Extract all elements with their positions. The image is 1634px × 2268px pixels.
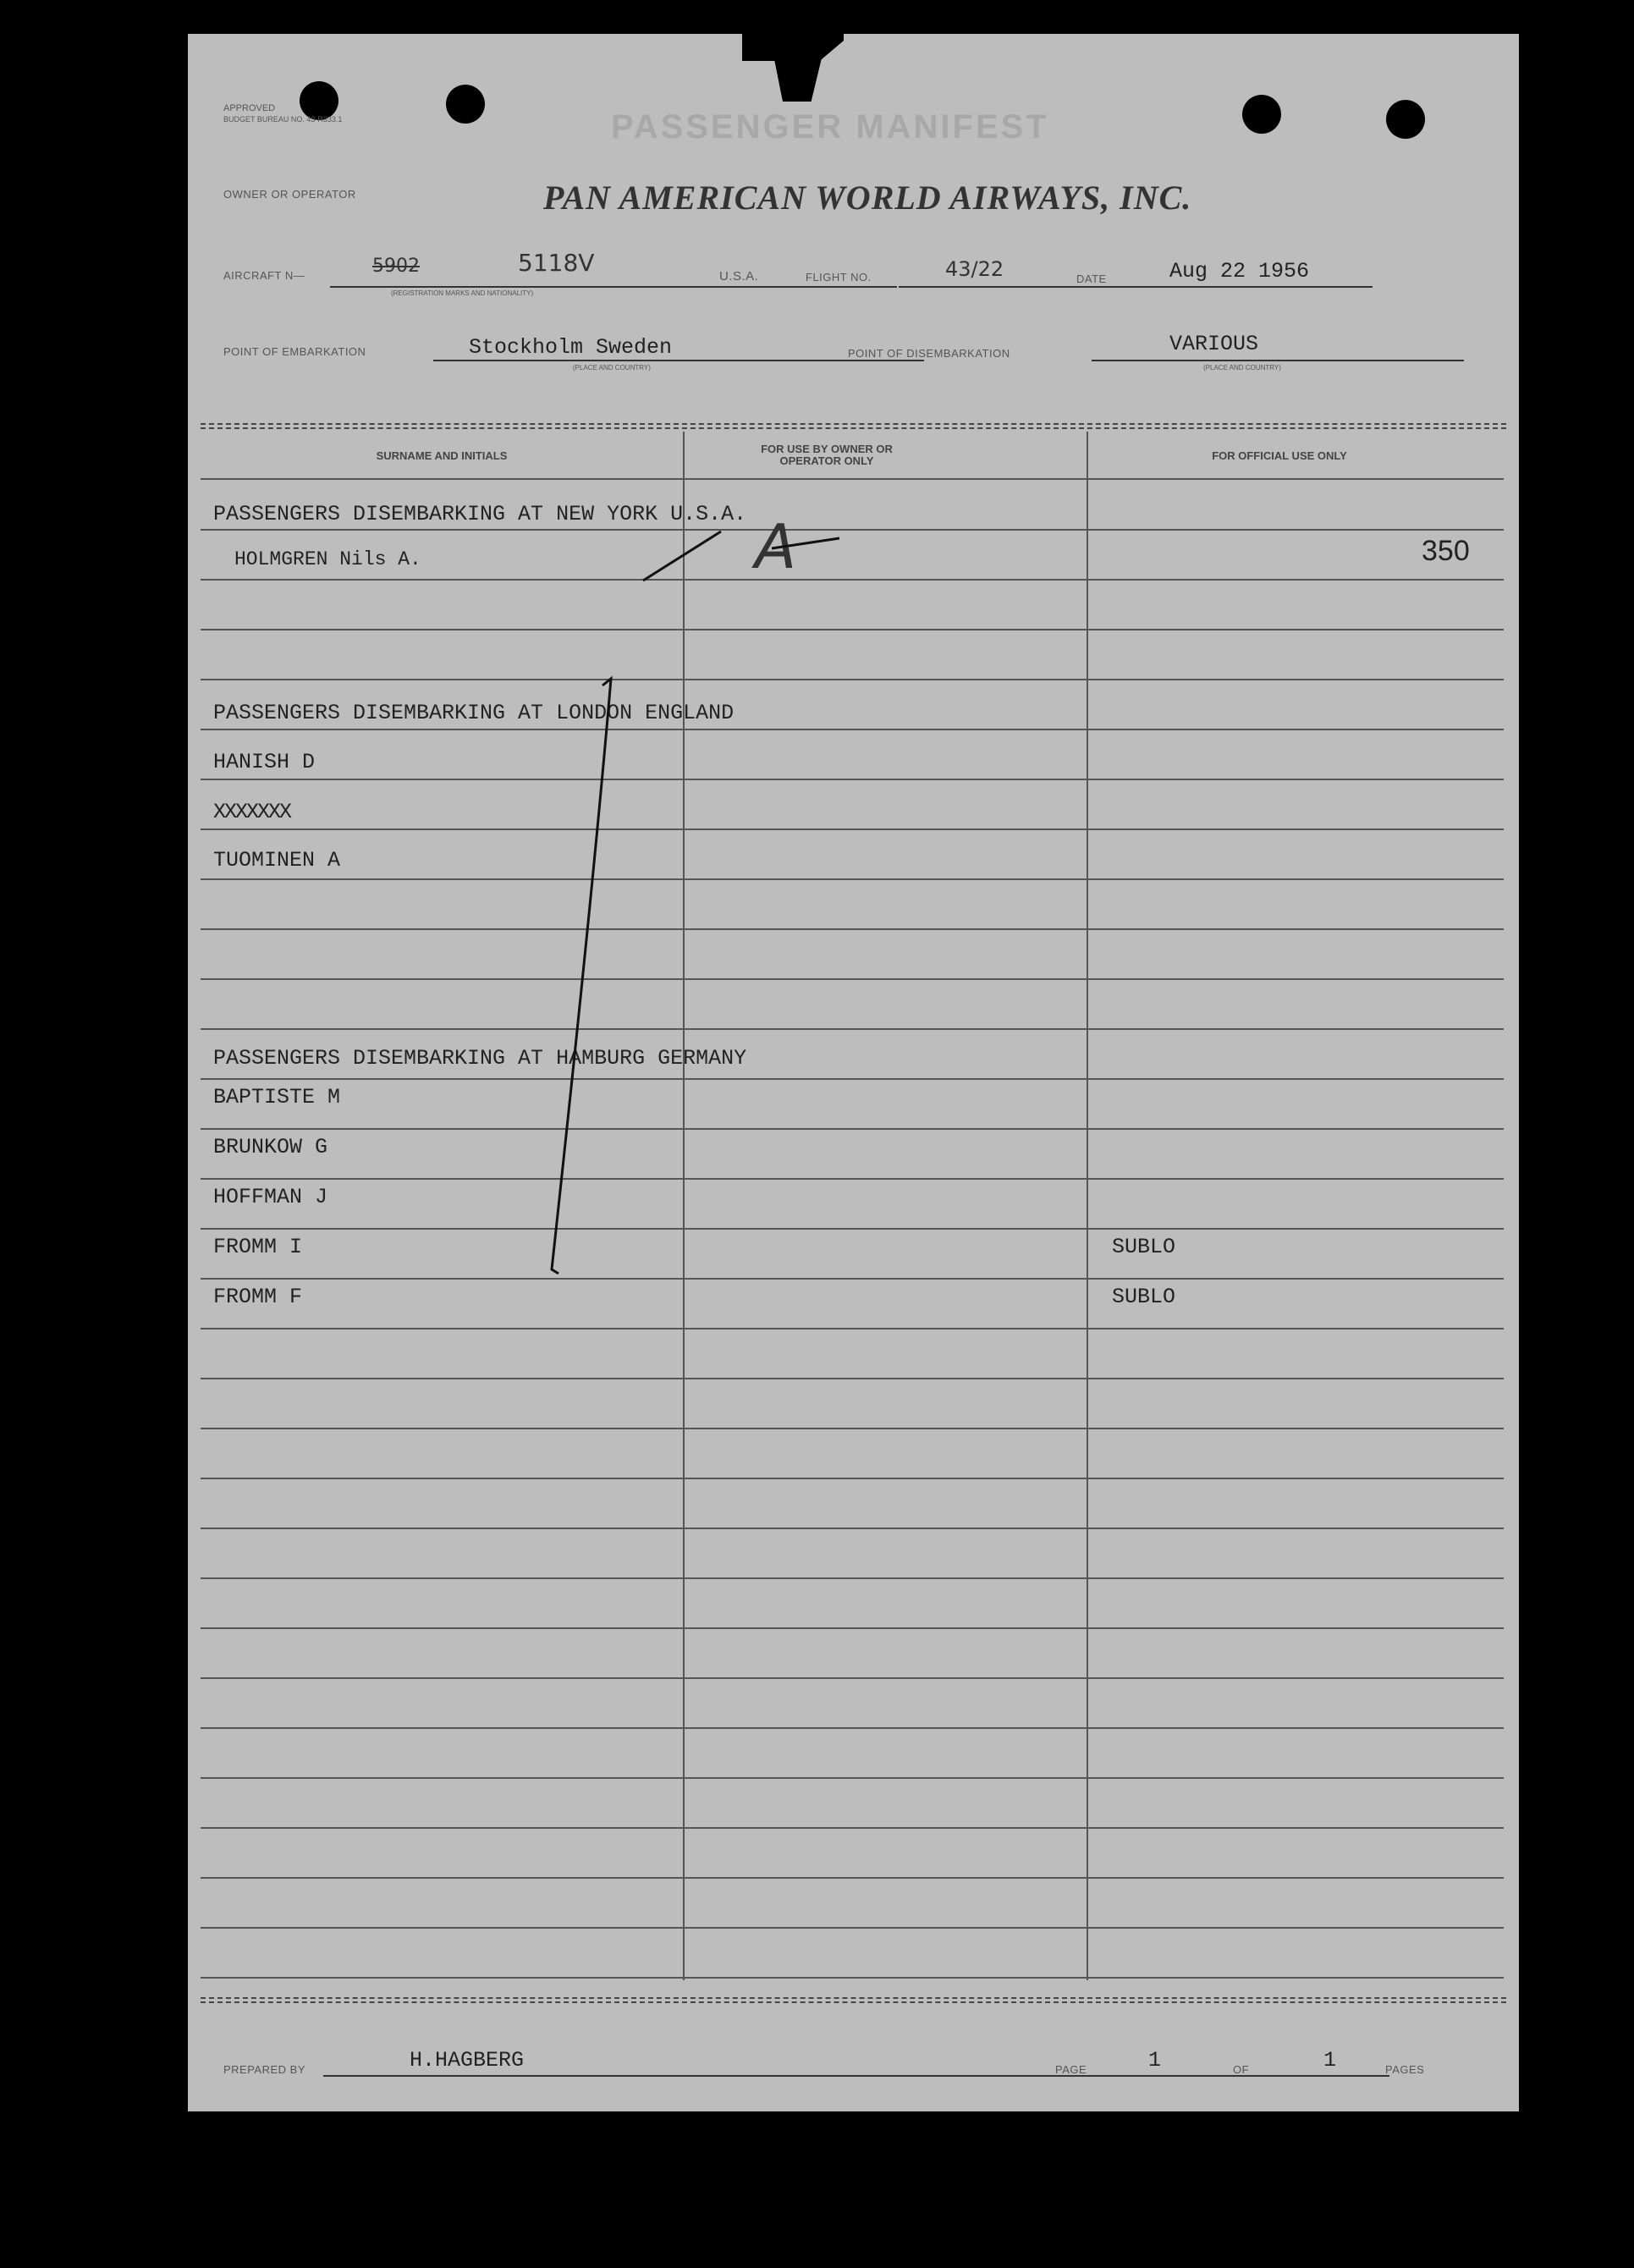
pen-strokes bbox=[188, 34, 1519, 2111]
page-total: 1 bbox=[1323, 2048, 1337, 2073]
disembarkation-label: POINT OF DISEMBARKATION bbox=[848, 347, 1010, 360]
column-header-surnames: SURNAME AND INITIALS bbox=[376, 449, 508, 462]
aircraft-label: AIRCRAFT N— bbox=[223, 269, 305, 282]
flight-label: FLIGHT NO. bbox=[806, 271, 872, 284]
passenger-name: TUOMINEN A bbox=[213, 848, 341, 873]
pen-stroke-check bbox=[643, 531, 721, 581]
aircraft-struck: 5902 bbox=[372, 256, 420, 277]
place-caption: (PLACE AND COUNTRY) bbox=[1203, 364, 1281, 372]
passenger-name: HANISH D bbox=[213, 750, 316, 774]
form-title: PASSENGER MANIFEST bbox=[611, 108, 1049, 146]
manifest-sheet bbox=[188, 34, 1519, 2111]
disembarkation-value: VARIOUS bbox=[1169, 332, 1259, 356]
passenger-name: FROMM F bbox=[213, 1285, 303, 1309]
passenger-name: HOFFMAN J bbox=[213, 1185, 328, 1209]
approval-line: BUDGET BUREAU NO. 43-R333.1 bbox=[223, 115, 343, 124]
of-label: OF bbox=[1233, 2063, 1250, 2076]
passenger-name: HOLMGREN Nils A. bbox=[234, 548, 421, 570]
official-code: SUBLO bbox=[1112, 1235, 1176, 1259]
date-value: Aug 22 1956 bbox=[1169, 259, 1310, 284]
prepared-by: H.HAGBERG bbox=[410, 2048, 525, 2073]
pages-line bbox=[1110, 2075, 1389, 2077]
official-code: 350 bbox=[1422, 535, 1470, 567]
section-header-london: PASSENGERS DISEMBARKING AT LONDON ENGLAND bbox=[213, 701, 734, 725]
passenger-name: FROMM I bbox=[213, 1235, 303, 1259]
approval-line: APPROVED bbox=[223, 103, 276, 113]
flight-number: 43/22 bbox=[945, 257, 1004, 281]
prepared-label: PREPARED BY bbox=[223, 2063, 306, 2076]
airline-name: PAN AMERICAN WORLD AIRWAYS, INC. bbox=[543, 179, 1192, 217]
embarkation-value: Stockholm Sweden bbox=[469, 335, 673, 360]
aircraft-number: 5118V bbox=[518, 249, 595, 277]
pen-stroke-underline bbox=[772, 538, 839, 548]
registration-caption: (REGISTRATION MARKS AND NATIONALITY) bbox=[391, 289, 534, 297]
usa-label: U.S.A. bbox=[719, 269, 759, 284]
owner-label: OWNER OR OPERATOR bbox=[223, 188, 356, 201]
column-header-official-use: FOR OFFICIAL USE ONLY bbox=[1212, 449, 1347, 462]
page-label: PAGE bbox=[1055, 2063, 1087, 2076]
date-label: DATE bbox=[1076, 272, 1107, 285]
section-header-new-york: PASSENGERS DISEMBARKING AT NEW YORK U.S.A. bbox=[213, 502, 747, 526]
official-code: SUBLO bbox=[1112, 1285, 1176, 1309]
passenger-name: BRUNKOW G bbox=[213, 1135, 328, 1159]
column-header-owner-use: FOR USE BY OWNER OR OPERATOR ONLY bbox=[761, 443, 893, 467]
struck-name: XXXXXXX bbox=[213, 800, 291, 824]
pages-label: PAGES bbox=[1385, 2063, 1425, 2076]
page-number: 1 bbox=[1148, 2048, 1162, 2073]
embarkation-label: POINT OF EMBARKATION bbox=[223, 345, 366, 358]
place-caption: (PLACE AND COUNTRY) bbox=[573, 364, 651, 372]
passenger-name: BAPTISTE M bbox=[213, 1085, 341, 1109]
handwritten-mark: A bbox=[755, 511, 797, 582]
section-header-hamburg: PASSENGERS DISEMBARKING AT HAMBURG GERMANY bbox=[213, 1046, 747, 1071]
pen-stroke-bracket bbox=[552, 679, 611, 1274]
